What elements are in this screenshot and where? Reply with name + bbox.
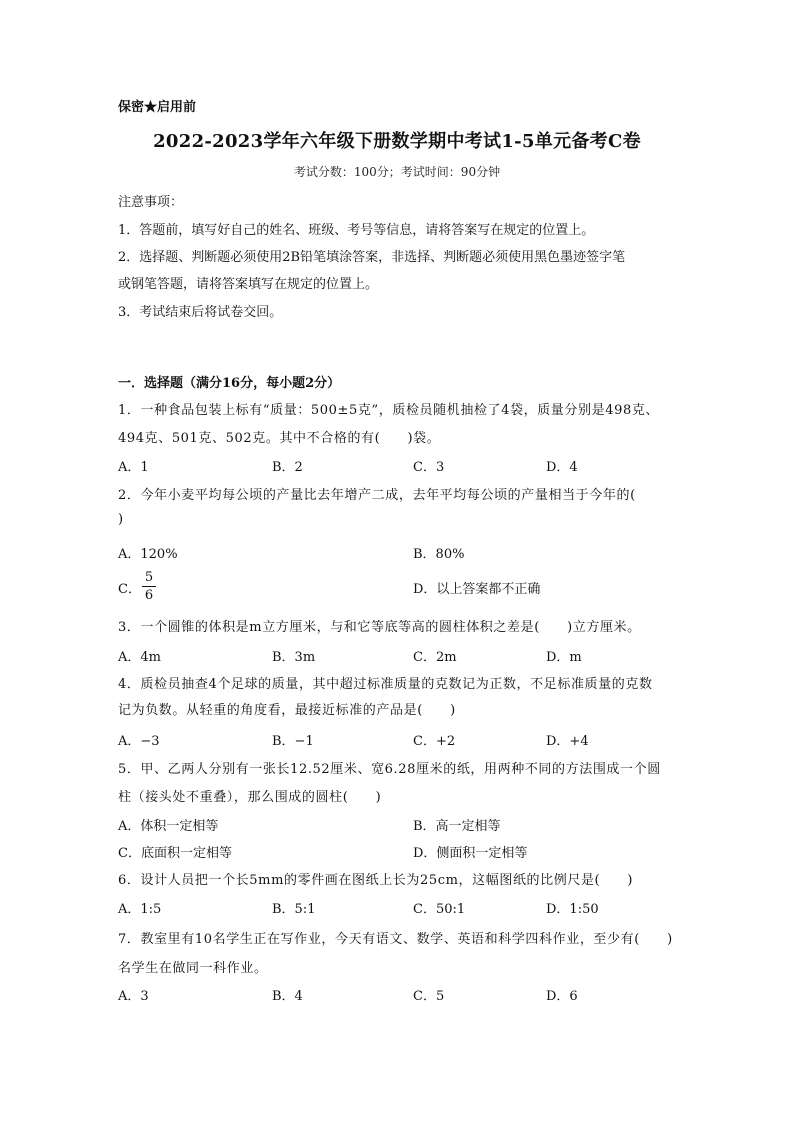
question-2-option-b: B．80% [413,547,465,562]
question-6-option-c: C．50:1 [413,902,466,917]
question-7-option-c: C．5 [413,989,445,1004]
question-1-option-d: D．4 [546,460,578,475]
note-item: 或钢笔答题，请将答案填写在规定的位置上。 [118,277,379,292]
note-item: 2．选择题、判断题必须使用2B铅笔填涂答案，非选择、判断题必须使用黑色墨迹签字笔 [118,250,626,265]
question-5-line-1: 5．甲、乙两人分别有一张长12.52厘米、宽6.28厘米的纸，用两种不同的方法围成一个圆 [118,762,661,777]
question-2-option-d: D．以上答案都不正确 [413,582,541,597]
exam-info: 考试分数：100分；考试时间：90分钟 [293,165,501,179]
page-title: 2022-2023学年六年级下册数学期中考试1-5单元备考C卷 [153,131,641,152]
question-3-line-1: 3．一个圆锥的体积是m立方厘米，与和它等底等高的圆柱体积之差是( )立方厘米。 [118,620,641,635]
question-6-option-b: B．5:1 [272,902,316,917]
fraction-five-sixths [142,570,156,603]
question-4-line-1: 4．质检员抽查4个足球的质量，其中超过标准质量的克数记为正数，不足标准质量的克数 [118,677,653,692]
notes-title: 注意事项： [118,195,184,210]
fraction-numerator: 5 [144,570,154,585]
question-1-option-c: C．3 [413,460,445,475]
question-7-line-2: 名学生在做同一科作业。 [118,961,268,976]
question-1-option-b: B．2 [272,460,303,475]
question-7-option-d: D．6 [546,989,578,1004]
section-title: 一．选择题（满分16分，每小题2分） [118,376,341,391]
question-5-option-c: C．底面积一定相等 [118,846,232,861]
question-3-option-a: A．4m [118,650,161,665]
question-7-option-b: B．4 [272,989,303,1004]
question-5-option-d: D．侧面积一定相等 [413,846,528,861]
question-4-option-c: C．+2 [413,734,456,749]
confidential-label: 保密★启用前 [118,100,197,115]
question-5-option-a: A．体积一定相等 [118,819,219,834]
question-1-line-2: 494克、501克、502克。其中不合格的有( )袋。 [118,431,441,446]
question-2-option-c: C． [118,582,141,597]
question-4-line-2: 记为负数。从轻重的角度看，最接近标准的产品是( ) [118,703,456,718]
question-6-option-d: D．1:50 [546,902,599,917]
question-2-line-1: 2．今年小麦平均每公顷的产量比去年增产二成，去年平均每公顷的产量相当于今年的( [118,488,636,503]
question-3-option-b: B．3m [272,650,316,665]
question-3-option-d: D．m [546,650,582,665]
question-2-line-2: ) [118,512,124,527]
question-4-option-d: D．+4 [546,734,589,749]
question-2-option-a: A．120% [118,547,178,562]
question-5-option-b: B．高一定相等 [413,819,501,834]
note-item: 3．考试结束后将试卷交回。 [118,305,283,320]
question-1-option-a: A．1 [118,460,149,475]
question-4-option-b: B．−1 [272,734,314,749]
question-3-option-c: C．2m [413,650,457,665]
question-7-line-1: 7．教室里有10名学生正在写作业，今天有语文、数学、英语和科学四科作业，至少有( ) [118,932,673,947]
fraction-denominator: 6 [144,588,154,603]
fraction-bar [142,586,156,587]
note-item: 1．答题前，填写好自己的姓名、班级、考号等信息，请将答案写在规定的位置上。 [118,223,595,238]
question-5-line-2: 柱（接头处不重叠），那么围成的圆柱( ) [118,790,382,805]
question-6-option-a: A．1:5 [118,902,162,917]
question-7-option-a: A．3 [118,989,149,1004]
question-1-line-1: 1．一种食品包装上标有“质量：500±5克”，质检员随机抽检了4袋，质量分别是498克、 [118,403,660,418]
question-4-option-a: A．−3 [118,734,160,749]
question-6-line-1: 6．设计人员把一个长5mm的零件画在图纸上长为25cm，这幅图纸的比例尺是( ) [118,873,634,888]
